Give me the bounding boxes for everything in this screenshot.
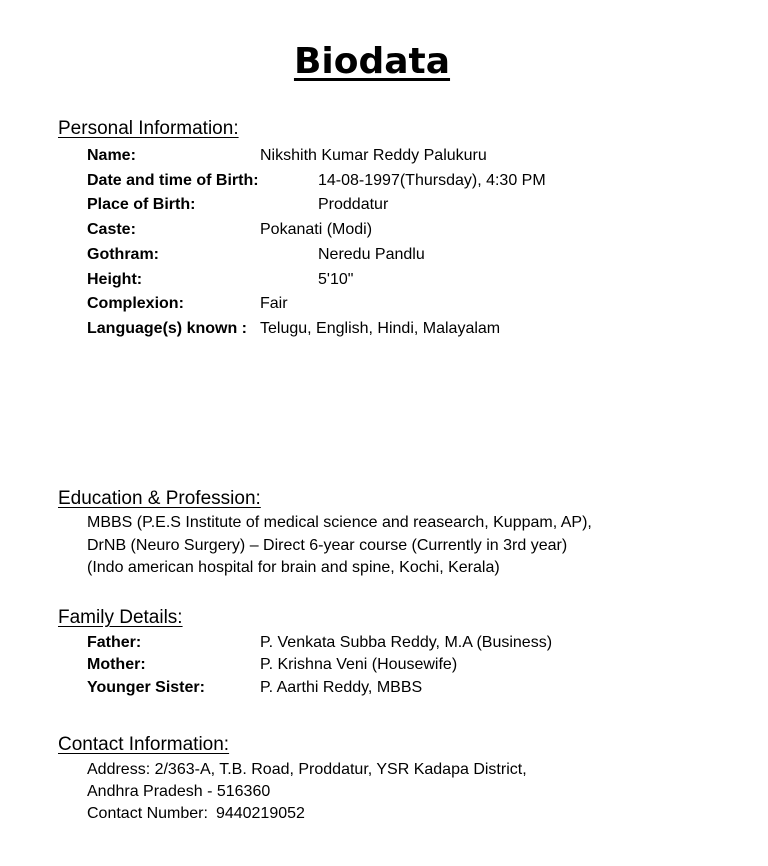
row-value: 14-08-1997(Thursday), 4:30 PM <box>318 172 546 189</box>
contact-number-label: Contact Number: <box>87 805 208 822</box>
contact-address-line: Address: 2/363-A, T.B. Road, Proddatur, YSR Kadapa District, <box>87 761 527 778</box>
row-label: Gothram: <box>87 246 159 263</box>
education-line: MBBS (P.E.S Institute of medical science and reasearch, Kuppam, AP), <box>87 514 592 531</box>
row-label: Caste: <box>87 221 136 238</box>
row-label: Language(s) known : <box>87 320 247 337</box>
row-value: P. Krishna Veni (Housewife) <box>260 656 458 673</box>
row-value: 5'10" <box>318 271 354 288</box>
contact-address-line: Andhra Pradesh - 516360 <box>87 783 271 800</box>
row-label: Younger Sister: <box>87 679 205 696</box>
row-label: Height: <box>87 271 143 288</box>
row-value: Fair <box>260 295 288 312</box>
family-heading: Family Details: <box>58 607 183 628</box>
row-label: Mother: <box>87 656 146 673</box>
row-label: Name: <box>87 147 136 164</box>
page-title: Biodata <box>293 41 451 82</box>
contact-heading: Contact Information: <box>58 734 230 755</box>
contact-number-value: 9440219052 <box>215 805 305 822</box>
row-label: Place of Birth: <box>87 196 196 213</box>
row-value: Neredu Pandlu <box>318 246 425 263</box>
contact-number <box>87 803 305 825</box>
row-label: Complexion: <box>87 295 184 312</box>
row-value: Proddatur <box>318 196 389 213</box>
row-label: Date and time of Birth: <box>87 172 259 189</box>
row-value: Nikshith Kumar Reddy Palukuru <box>260 147 487 164</box>
row-value: Telugu, English, Hindi, Malayalam <box>260 320 501 337</box>
row-value: Pokanati (Modi) <box>260 221 373 238</box>
row-value: P. Aarthi Reddy, MBBS <box>260 679 423 696</box>
education-line: (Indo american hospital for brain and spine, Kochi, Kerala) <box>87 559 500 576</box>
personal-info-heading: Personal Information: <box>58 118 239 139</box>
education-line: DrNB (Neuro Surgery) – Direct 6-year course (Currently in 3rd year) <box>87 537 568 554</box>
education-heading: Education & Profession: <box>58 488 261 509</box>
row-label: Father: <box>87 634 142 651</box>
row-value: P. Venkata Subba Reddy, M.A (Business) <box>260 634 553 651</box>
